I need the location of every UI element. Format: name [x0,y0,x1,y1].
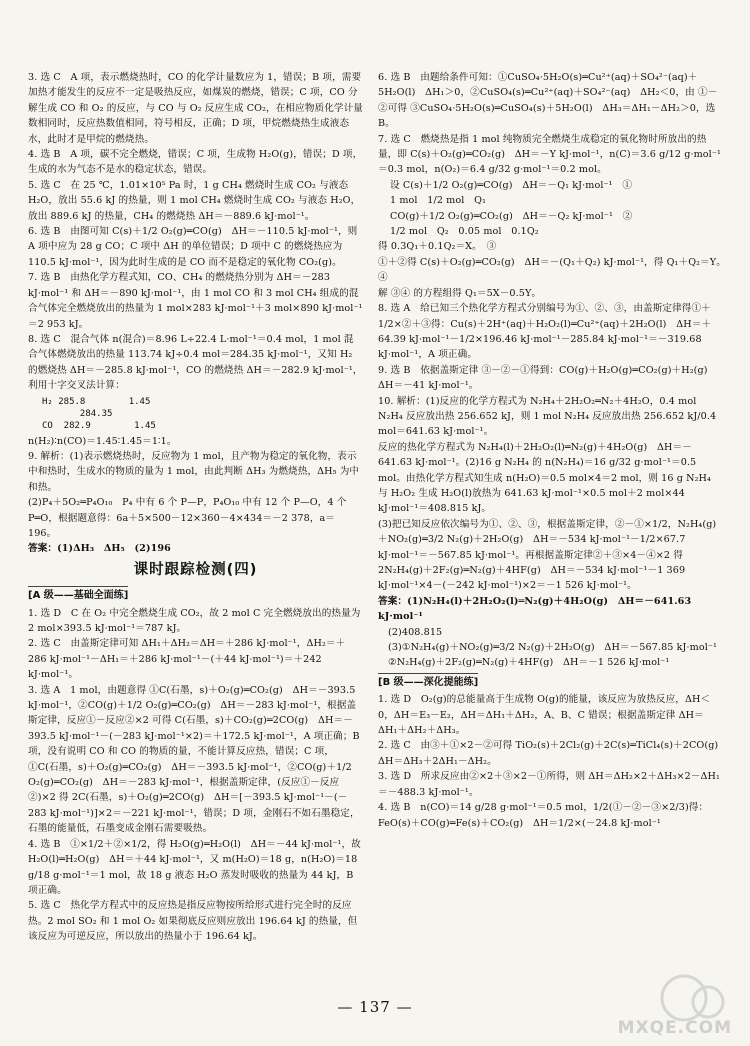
left-column [28,70,363,945]
a-answer-10-final-3: (3)①N₂H₄(g)＋NO₂(g)═3/2 N₂(g)＋2H₂O(g) ΔH＝－567.85 kJ·mol⁻¹ [388,642,717,654]
a-answer-10-part-3: (3)把已知反应依次编号为①、②、③，根据盖斯定律，②－①×1/2，N₂H₄(g)＋NO₂(g)═3/2 N₂(g)＋2H₂O(g) ΔH＝－534 kJ·mol⁻¹－1/2×67.7 kJ·mol⁻¹＝－567.85 kJ·mol⁻¹。再根据盖斯定律②＋③×4－④×2 得 2N₂H₄(g)＋2F₂(g)═N₂(g)＋4HF(g) ΔH＝－534 kJ·mol⁻¹－1 369 kJ·mol⁻¹×4－(－242 kJ·mol⁻¹)×2＝－1 526 kJ·mol⁻¹。 [378,518,717,592]
a-answer-7: 7. 选 C 燃烧热是指 1 mol 纯物质完全燃烧生成稳定的氧化物时所放出的热量，即 C(s)＋O₂(g)═CO₂(g) ΔH＝－Y kJ·mol⁻¹，n(C)＝3.6 g/12 g·mol⁻¹＝0.3 mol，n(O₂)＝6.4 g/32 g·mol⁻¹＝0.2 mol。 [378,133,721,176]
equation-solution: 解 ③④ 的方程组得 Q₁＝5X－0.5Y。 [378,287,542,299]
a-answer-9: 9. 选 B 依据盖斯定律 ③－②－①得到：CO(g)＋H₂O(g)═CO₂(g)＋H₂(g) ΔH＝－41 kJ·mol⁻¹。 [378,364,718,392]
level-b-heading: [B 级——深化提能练] [378,673,478,690]
section-title: 课时跟踪检测(四) [133,561,258,578]
answer-5: 5. 选 C 在 25 ℃，1.01×10⁵ Pa 时，1 g CH₄ 燃烧时生成 CO₂ 与液态 H₂O，放出 55.6 kJ 的热量，则 1 mol CH₄ 燃烧时生成 CO₂ 与液态 H₂O，放出 889.6 kJ 的热量，CH₄ 的燃烧热 ΔH＝－889.6 kJ·mol⁻¹。 [28,179,361,222]
equation-2-amounts: 1/2 mol Q₂ 0.05 mol 0.1Q₂ [390,226,539,238]
a-answer-10-final-1: 答案：(1)N₂H₄(l)＋2H₂O₂(l)═N₂(g)＋4H₂O(g) ΔH＝－641.63 kJ·mol⁻¹ [378,595,692,623]
equation-2: CO(g)＋1/2 O₂(g)═CO₂(g) ΔH＝－Q₂ kJ·mol⁻¹ ② [390,210,633,222]
equation-1-amounts: 1 mol 1/2 mol Q₁ [390,195,487,207]
equation-3: 得 0.3Q₁＋0.1Q₂＝X。 ③ [378,241,497,253]
answer-9-final: 答案：(1)ΔH₃ ΔH₅ (2)196 [28,543,171,555]
b-answer-3: 3. 选 D 所求反应由②×2＋③×2－①所得，则 ΔH＝ΔH₂×2＋ΔH₃×2－ΔH₁＝－488.3 kJ·mol⁻¹。 [378,771,720,798]
cross-result: n(H₂)∶n(CO)＝1.45∶1.45＝1∶1。 [28,435,177,447]
a-answer-10-final-4: ②N₂H₄(g)＋2F₂(g)═N₂(g)＋4HF(g) ΔH＝－1 526 kJ·mol⁻¹ [388,657,670,669]
a-answer-10-part-1: 10. 解析：(1)反应的化学方程式为 N₂H₄＋2H₂O₂═N₂＋4H₂O，0.4 mol N₂H₄ 反应放出热 256.652 kJ，则 1 mol N₂H₄ 反应放出热 256.652 kJ/0.4 mol＝641.63 kJ·mol⁻¹。 [378,395,717,438]
b-answer-4: 4. 选 B n(CO)＝14 g/28 g·mol⁻¹＝0.5 mol，1/2(①－②－③×2/3)得：FeO(s)＋CO(g)═Fe(s)＋CO₂(g) ΔH＝1/2×(－24.8 kJ·mol⁻¹ [378,802,709,829]
a-answer-8: 8. 选 A 给已知三个热化学方程式分别编号为①、②、③，由盖斯定律得①＋1/2×②＋③得：Cu(s)＋2H⁺(aq)＋H₂O₂(l)═Cu²⁺(aq)＋2H₂O(l) ΔH＝＋64.39 kJ·mol⁻¹－1/2×196.46 kJ·mol⁻¹－285.84 kJ·mol⁻¹＝－319.68 kJ·mol⁻¹，A 项正确。 [378,303,712,361]
page-number: — 137 — [337,998,413,1016]
a-answer-1: 1. 选 D C 在 O₂ 中完全燃烧生成 CO₂，故 2 mol C 完全燃烧放出的热量为 2 mol×393.5 kJ·mol⁻¹＝787 kJ。 [28,607,361,634]
cross-method-diagram [42,396,363,432]
a-answer-6: 6. 选 B 由题给条件可知：①CuSO₄·5H₂O(s)═Cu²⁺(aq)＋SO₄²⁻(aq)＋5H₂O(l) ΔH₁＞0，②CuSO₄(s)═Cu²⁺(aq)＋SO₄²⁻(aq) ΔH₂＜0，由 ①－②可得 ③CuSO₄·5H₂O(s)═CuSO₄(s)＋5H₂O(l) ΔH₃＝ΔH₁－ΔH₂＞0，选 B。 [378,72,718,130]
a-answer-10-part-2: 反应的热化学方程式为 N₂H₄(l)＋2H₂O₂(l)═N₂(g)＋4H₂O(g) ΔH＝－641.63 kJ·mol⁻¹。(2)16 g N₂H₄ 的 n(N₂H₄)＝16 g/32 g·mol⁻¹＝0.5 mol。由热化学方程式知生成 n(H₂O)＝0.5 mol×4＝2 mol，则 16 g N₂H₄ 与 H₂O₂ 生成 H₂O(l)放热为 641.63 kJ·mol⁻¹×0.5 mol＋2 mol×44 kJ·mol⁻¹＝408.815 kJ。 [378,441,711,515]
a-answer-5: 5. 选 C 热化学方程式中的反应热是指反应物按所给形式进行完全时的反应热。2 mol SO₂ 和 1 mol O₂ 如果彻底反应则应放出 196.64 kJ 的热量，但该反应为可逆反应，所以放出的热量小于 196.64 kJ。 [28,900,358,943]
answer-7: 7. 选 B 由热化学方程式知，CO、CH₄ 的燃烧热分别为 ΔH＝－283 kJ·mol⁻¹ 和 ΔH＝－890 kJ·mol⁻¹，由 1 mol CO 和 3 mol CH₄ 组成的混合气体完全燃烧放出的热量为 1 mol×283 kJ·mol⁻¹＋3 mol×890 kJ·mol⁻¹＝2 953 kJ。 [28,272,363,330]
answer-6: 6. 选 B 由图可知 C(s)＋1/2 O₂(g)═CO(g) ΔH＝－110.5 kJ·mol⁻¹，则 A 项中应为 28 g CO；C 项中 ΔH 的单位错误；D 项中 C 的燃烧热应为 110.5 kJ·mol⁻¹，因为此时生成的是 CO 而不是稳定的氧化物 CO₂(g)。 [28,226,358,268]
b-answer-2: 2. 选 C 由③＋①×2－②可得 TiO₂(s)＋2Cl₂(g)＋2C(s)═TiCl₄(s)＋2CO(g) ΔH＝ΔH₃＋2ΔH₁－ΔH₂。 [378,740,728,767]
cross-row-1: H₂ 285.8 1.45 [42,396,151,407]
level-a-heading: [A 级——基础全面练] [28,586,128,603]
watermark-text: MXQE.COM [617,1017,732,1038]
answer-4: 4. 选 B A 项，碳不完全燃烧，错误；C 项，生成物 H₂O(g)，错误；D 项，生成的水为气态不是水的稳定状态，错误。 [28,149,363,176]
equation-1: 设 C(s)＋1/2 O₂(g)═CO(g) ΔH＝－Q₁ kJ·mol⁻¹ ① [390,179,633,191]
right-column [378,70,731,831]
cross-row-2: 284.35 [42,408,113,419]
answer-9-part-1: 9. 解析：(1)表示燃烧热时，反应物为 1 mol，且产物为稳定的氧化物，表示中和热时，生成水的物质的量为 1 mol，由此判断 ΔH₃ 为燃烧热，ΔH₅ 为中和热。 [28,450,360,493]
a-answer-4: 4. 选 B ①×1/2＋②×1/2，得 H₂O(g)═H₂O(l) ΔH＝－44 kJ·mol⁻¹，故 H₂O(l)═H₂O(g) ΔH＝＋44 kJ·mol⁻¹，又 m(H₂O)＝18 g，n(H₂O)＝18 g/18 g·mol⁻¹＝1 mol，故 18 g 液态 H₂O 蒸发时吸收的热量为 44 kJ，B 项正确。 [28,838,361,896]
cross-row-3: CO 282.9 1.45 [42,420,156,431]
answer-9-part-2: (2)P₄＋5O₂═P₄O₁₀ P₄ 中有 6 个 P—P，P₄O₁₀ 中有 12 个 P—O，4 个 P═O，根据题意得：6a＋5×500－12×360－4×434＝－2 378，a＝196。 [28,497,347,539]
a-answer-2: 2. 选 C 由盖斯定律可知 ΔH₁＋ΔH₂＝ΔH＝＋286 kJ·mol⁻¹，ΔH₂＝＋286 kJ·mol⁻¹－ΔH₁＝＋286 kJ·mol⁻¹－(＋44 kJ·mol⁻¹)＝＋242 kJ·mol⁻¹。 [28,638,346,681]
answer-8: 8. 选 C 混合气体 n(混合)＝8.96 L÷22.4 L·mol⁻¹＝0.4 mol，1 mol 混合气体燃烧放出的热量 113.74 kJ÷0.4 mol＝284.35 kJ·mol⁻¹，又知 H₂ 的燃烧热 ΔH＝－285.8 kJ·mol⁻¹，CO 的燃烧热 ΔH＝－282.9 kJ·mol⁻¹，利用十字交叉法计算： [28,333,363,392]
a-answer-10-final-2: (2)408.815 [388,626,443,638]
equation-4: ①＋②得 C(s)＋O₂(g)═CO₂(g) ΔH＝－(Q₁＋Q₂) kJ·mol⁻¹，得 Q₁＋Q₂＝Y。 ④ [378,256,731,284]
a-answer-3: 3. 选 A 1 mol，由题意得 ①C(石墨，s)＋O₂(g)═CO₂(g) ΔH＝－393.5 kJ·mol⁻¹，②CO(g)＋1/2 O₂(g)═CO₂(g) ΔH＝－283 kJ·mol⁻¹，根据盖斯定律，反应①－反应②×2 可得 C(石墨，s)＋CO₂(g)═2CO(g) ΔH＝－393.5 kJ·mol⁻¹－(－283 kJ·mol⁻¹×2)＝＋172.5 kJ·mol⁻¹，A 项正确；B 项，没有说明 CO 和 CO 的物质的量，不能计算反应热，错误；C 项，①C(石墨，s)＋O₂(g)═CO₂(g) ΔH＝－393.5 kJ·mol⁻¹，②CO(g)＋1/2 O₂(g)═CO₂(g) ΔH＝－283 kJ·mol⁻¹，根据盖斯定律，(反应①－反应②)×2 得 2C(石墨，s)＋O₂(g)═2CO(g) ΔH＝[－393.5 kJ·mol⁻¹－(－283 kJ·mol⁻¹)]×2＝－221 kJ·mol⁻¹，错误；D 项，金刚石不如石墨稳定，石墨的能量低，石墨变成金刚石需要吸热。 [28,684,360,835]
answer-3: 3. 选 C A 项，表示燃烧热时，CO 的化学计量数应为 1，错误；B 项，需要加热才能发生的反应不一定是吸热反应，如煤炭的燃烧，错误；C 项，CO 分解生成 CO 和 O₂ 的反应，与 CO 与 O₂ 反应生成 CO₂，在相应物质化学计量数相同时，反应热数值相同，符号相反，正确；D 项，甲烷燃烧热生成液态水，此时才是甲烷的燃烧热。 [28,72,363,145]
b-answer-1: 1. 选 D O₂(g)的总能量高于生成物 O(g)的能量，该反应为放热反应，ΔH＜0，ΔH＝E₃－E₂，ΔH＝ΔH₁＋ΔH₂，A、B、C 错误；根据盖斯定律 ΔH＝ΔH₁＋ΔH₂＋ΔH₃。 [378,694,711,737]
